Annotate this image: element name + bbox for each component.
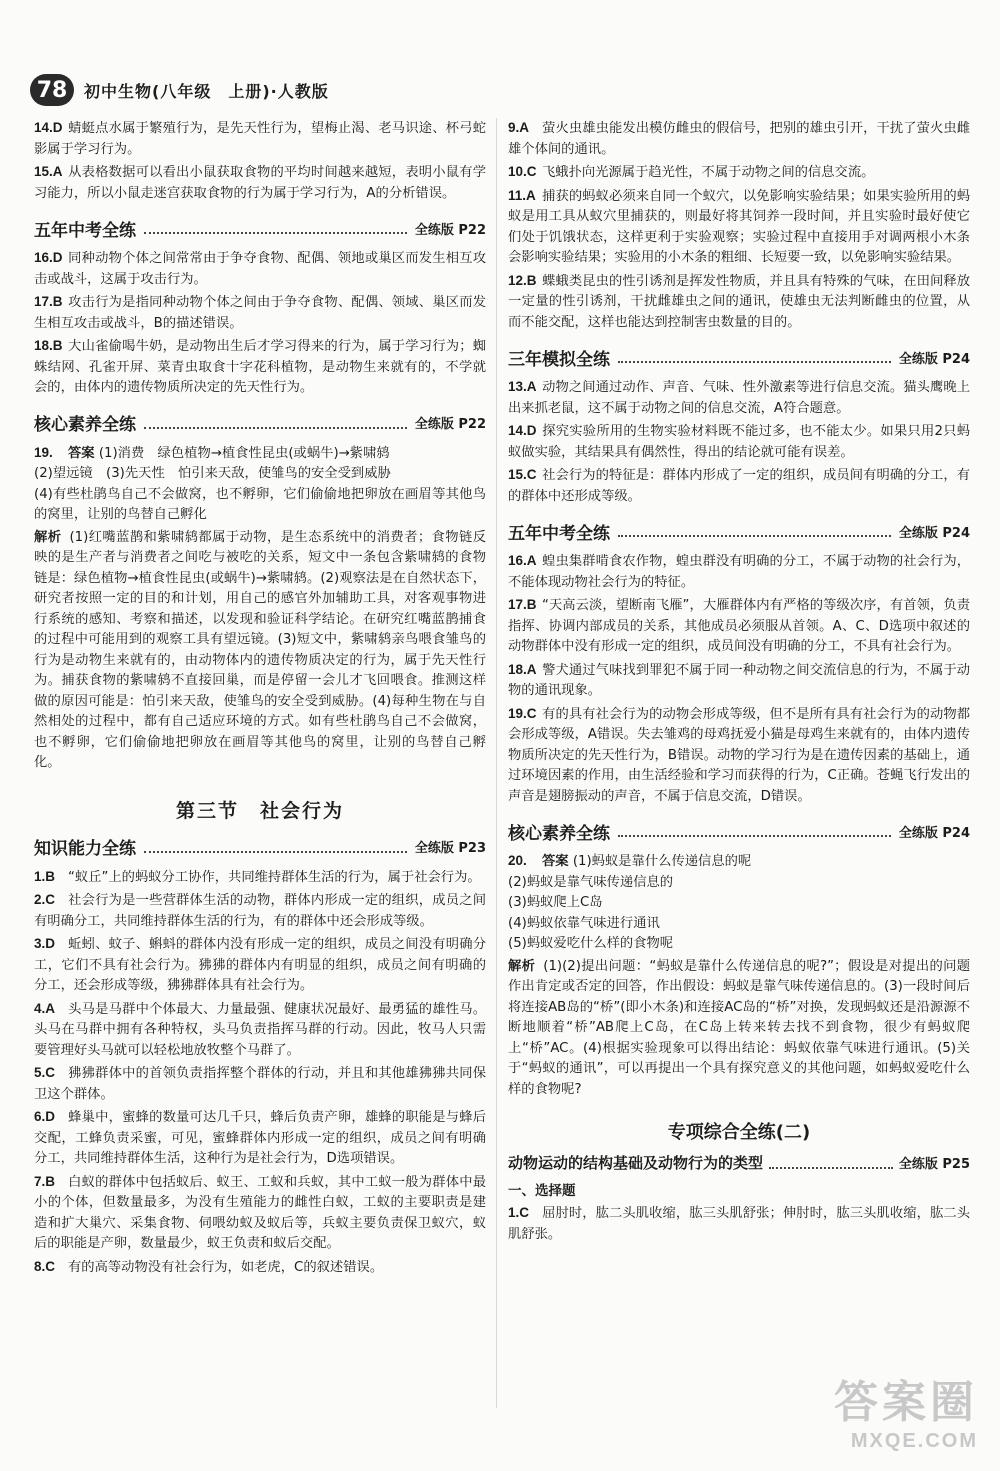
answer-item: 12.B 蝶蛾类昆虫的性引诱剂是挥发性物质，并且具有特殊的气味，在田间释放一定量的性引诱剂，干扰雌雄虫之间的通讯，使雄虫无法判断雌虫的位置，从而不能交配，这样也能达到控制害虫数量的目的。 — [508, 272, 970, 330]
answer-item: 8.C 有的高等动物没有社会行为，如老虎，C的叙述错误。 — [34, 1258, 384, 1275]
answer-item: 1.B “蚁丘”上的蚂蚁分工协作，共同维持群体生活的行为，属于社会行为。 — [34, 868, 481, 885]
section-heading: 五年中考全练 全练版 P22 — [34, 220, 486, 241]
answer-item: 19.C 有的具有社会行为的动物会形成等级，但不是所有具有社会行为的动物都会形成等级，A错误。失去雏鸡的母鸡抚爱小猫是母鸡生来就有的，由体内遗传物质所决定的先天性行为，B错误。动物的学习行为是在遗传因素的基础上，通过环境因素的作用，由生活经验和学习而获得的行为，C正确。苍蝇飞行发出的声音是翅膀振动的声音，不属于信息交流，D错误。 — [508, 705, 970, 804]
section-heading: 核心素养全练 全练版 P24 — [508, 823, 970, 844]
explanation: 解析 (1)(2)提出问题：“蚂蚁是靠什么传递信息的呢?”；假设是对提出的问题作出肯定或否定的回答，作出假设：蚂蚁是靠气味传递信息的。(3)一段时间后将连接AB岛的“桥”(即小木条)和连接AC岛的“桥”对换，发现蚂蚁还是沿源源不断地顺着“桥”AB爬上C岛，在C岛上转来转去找不到食物，很少有蚂蚁爬上“桥”AC。(4)根据实验现象可以得出结论：蚂蚁依靠气味进行通讯。(5)关于“蚂蚁的通讯”，可以再提出一个具有探究意义的其他问题，如蚂蚁爱吃什么样的食物呢? — [508, 958, 971, 1097]
answer-item: 3.D 蚯蚓、蚊子、蝌蚪的群体内没有形成一定的组织，成员之间没有明确分工，它们不具有社会行为。狒狒的群体内有明显的组织，成员之间有明确的分工，还会形成等级，狒狒群体具有社会行为。 — [34, 936, 486, 993]
answer-item: 10.C 飞蛾扑向光源属于趋光性，不属于动物之间的信息交流。 — [508, 164, 875, 180]
answer-item: 18.B 大山雀偷喝牛奶，是动物出生后才学习得来的行为，属于学习行为；蜘蛛结网、孔雀开屏、菜青虫取食十字花科植物，是动物生来就有的，不学就会的，由体内的遗传物质所决定的先天性行为。 — [34, 338, 486, 395]
answer-item: 4.A 头马是马群中个体最大、力量最强、健康状况最好、最勇猛的雄性马。头马在马群中拥有各种特权，头马负责指挥马群的行动。因此，牧马人只需要管理好头马就可以轻松地放牧整个马群了。 — [34, 1000, 486, 1058]
answer-item-20: 20. 答案 (1)蚂蚁是靠什么传递信息的呢 (2)蚂蚁是靠气味传递信息的 (3)蚂蚁爬上C岛 (4)蚂蚁依靠气味进行通讯 (5)蚂蚁爱吃什么样的食物呢 — [508, 853, 752, 951]
answer-item: 15.C 社会行为的特征是：群体内形成了一定的组织，成员间有明确的分工，有的群体中还形成等级。 — [508, 467, 970, 504]
right-column — [508, 118, 970, 1247]
answer-item: 11.A 捕获的蚂蚁必须来自同一个蚁穴，以免影响实验结果；如果实验所用的蚂蚁是用工具从蚁穴里捕获的，则最好将其饲养一段时间，并且实验时最好使它们处于饥饿状态，这样更利于实验观察；实验过程中直接用手对调两根小木条会影响实验结果；实验用的小木条的粗细、长短要一致，以免影响实验结果。 — [508, 187, 970, 265]
answer-item: 9.A 萤火虫雄虫能发出模仿雌虫的假信号，把别的雄虫引开，干扰了萤火虫雌雄个体间的通讯。 — [508, 120, 970, 157]
answer-item-19: 19. 答案 (1)消费 绿色植物→植食性昆虫(或蜗牛)→紫啸鸫 (2)望远镜 (3)先天性 怕引来天敌，使雏鸟的安全受到威胁 (4)有些杜鹃鸟自己不会做窝，也不孵卵，它们偷偷地把卵放在画眉等其他鸟的窝里，让别的鸟替自己孵化 — [34, 444, 486, 522]
answer-item: 14.D 探究实验所用的生物实验材料既不能过多，也不能太少。如果只用2只蚂蚁做实验，其结果具有偶然性，得出的结论就可能有误差。 — [508, 423, 970, 460]
subtopic-heading: 动物运动的结构基础及动物行为的类型 全练版 P25 — [508, 1154, 970, 1172]
answer-item: 14.D 蜻蜓点水属于繁殖行为，是先天性行为，望梅止渴、老马识途、杯弓蛇影属于学习行为。 — [34, 120, 486, 157]
answer-item: 17.B “天高云淡，望断南飞雁”，大雁群体内有严格的等级次序，有首领，负责指挥、协调内部成员的关系，其他成员必须服从首领。A、C、D选项中叙述的动物群体中没有形成一定的组织，成员间没有明确的分工，不具有社会行为。 — [508, 597, 970, 654]
answer-item: 2.C 社会行为是一些营群体生活的动物，群体内形成一定的组织，成员之间有明确分工，共同维持群体生活的行为，有的群体中还会形成等级。 — [34, 892, 486, 929]
special-title: 专项综合全练(二) — [667, 1122, 811, 1143]
answer-item: 5.C 狒狒群体中的首领负责指挥整个群体的行动，并且和其他雄狒狒共同保卫这个群体。 — [34, 1065, 486, 1102]
section-heading: 三年模拟全练 全练版 P24 — [508, 349, 970, 370]
page-number: 78 — [30, 74, 74, 106]
section-heading: 核心素养全练 全练版 P22 — [34, 415, 486, 435]
page-header — [30, 72, 329, 108]
answer-item: 1.C 屈肘时，肱二头肌收缩，肱三头肌舒张；伸肘时，肱三头肌收缩，肱二头肌舒张。 — [508, 1205, 970, 1242]
explanation: 解析 (1)红嘴蓝鹊和紫啸鸫都属于动物，是生态系统中的消费者；食物链反映的是生产者与消费者之间吃与被吃的关系，短文中一条包含紫啸鸫的食物链是：绿色植物→植食性昆虫(或蜗牛)→紫啸鸫。(2)观察法是在自然状态下，研究者按照一定的目的和计划，用自己的感官外加辅助工具，对客观事物进行系统的感知、考察和描述，以发现和验证科学结论。在研究红嘴蓝鹊捕食的过程中可能用到的观察工具有望远镜。(3)短文中，紫啸鸫亲鸟喂食雏鸟的行为是动物生来就有的，由动物体内的遗传物质决定的行为，属于先天性行为。捕获食物的紫啸鸫不直接回巢，而是停留一会儿才飞回喂食。推测这样做的原因可能是：怕引来天敌，使雏鸟的安全受到威胁。(4)每种生物在与自然相处的过程中，都有自己适应环境的方式。如有些杜鹃鸟自己不会做窝，也不孵卵，它们偷偷地把卵放在画眉等其他鸟的窝里，让别的鸟替自己孵化。 — [34, 529, 486, 770]
watermark-logo: 答案圈 MXQE.COM — [834, 1377, 978, 1452]
section-heading: 知识能力全练 全练版 P23 — [34, 839, 486, 859]
left-top-items — [34, 118, 486, 204]
answer-item: 6.D 蜂巢中，蜜蜂的数量可达几千只，蜂后负责产卵，雄蜂的职能是与蜂后交配，工蜂负责采蜜，可见，蜜蜂群体内形成一定的组织，成员之间有明确分工，共同维持群体生活，这种行为是社会行为，D选项错误。 — [34, 1109, 486, 1166]
left-column — [34, 118, 486, 1280]
answer-item: 16.A 蝗虫集群啃食农作物，蝗虫群没有明确的分工，不属于动物的社会行为，不能体现动物社会行为的特征。 — [508, 553, 970, 590]
answer-item: 16.D 同种动物个体之间常常由于争夺食物、配偶、领地或巢区而发生相互攻击或战斗，这属于攻击行为。 — [34, 250, 486, 287]
chapter-title: 第三节 社会行为 — [175, 799, 344, 822]
answer-item: 18.A 警犬通过气味找到罪犯不属于同一种动物之间交流信息的行为，不属于动物的通讯现象。 — [508, 661, 970, 698]
answer-item: 13.A 动物之间通过动作、声音、气味、性外激素等进行信息交流。猫头鹰晚上出来抓老鼠，这不属于动物之间的信息交流，A符合题意。 — [508, 379, 970, 416]
answer-item: 17.B 攻击行为是指同种动物个体之间由于争夺食物、配偶、领域、巢区而发生相互攻击或战斗，B的描述错误。 — [34, 294, 486, 331]
book-title: 初中生物(八年级 上册)·人教版 — [84, 81, 329, 101]
section-heading: 五年中考全练 全练版 P24 — [508, 523, 970, 544]
question-type: 一、选择题 — [508, 1183, 576, 1199]
answer-item: 7.B 白蚁的群体中包括蚁后、蚁王、工蚁和兵蚁，其中工蚁一般为群体中最小的个体，但数量最多，为没有生殖能力的雌性白蚁，工蚁的主要职责是建造和扩大巢穴、采集食物、伺喂幼蚁及蚁后等，兵蚁主要负责保卫蚁穴，蚁后的职能是产卵，数量最少，蚁王负责和蚁后交配。 — [34, 1173, 486, 1251]
answer-item: 15.A 从表格数据可以看出小鼠获取食物的平均时间越来越短，表明小鼠有学习能力，所以小鼠走迷宫获取食物的行为属于学习行为，A的分析错误。 — [34, 164, 486, 201]
column-divider — [496, 118, 497, 1408]
